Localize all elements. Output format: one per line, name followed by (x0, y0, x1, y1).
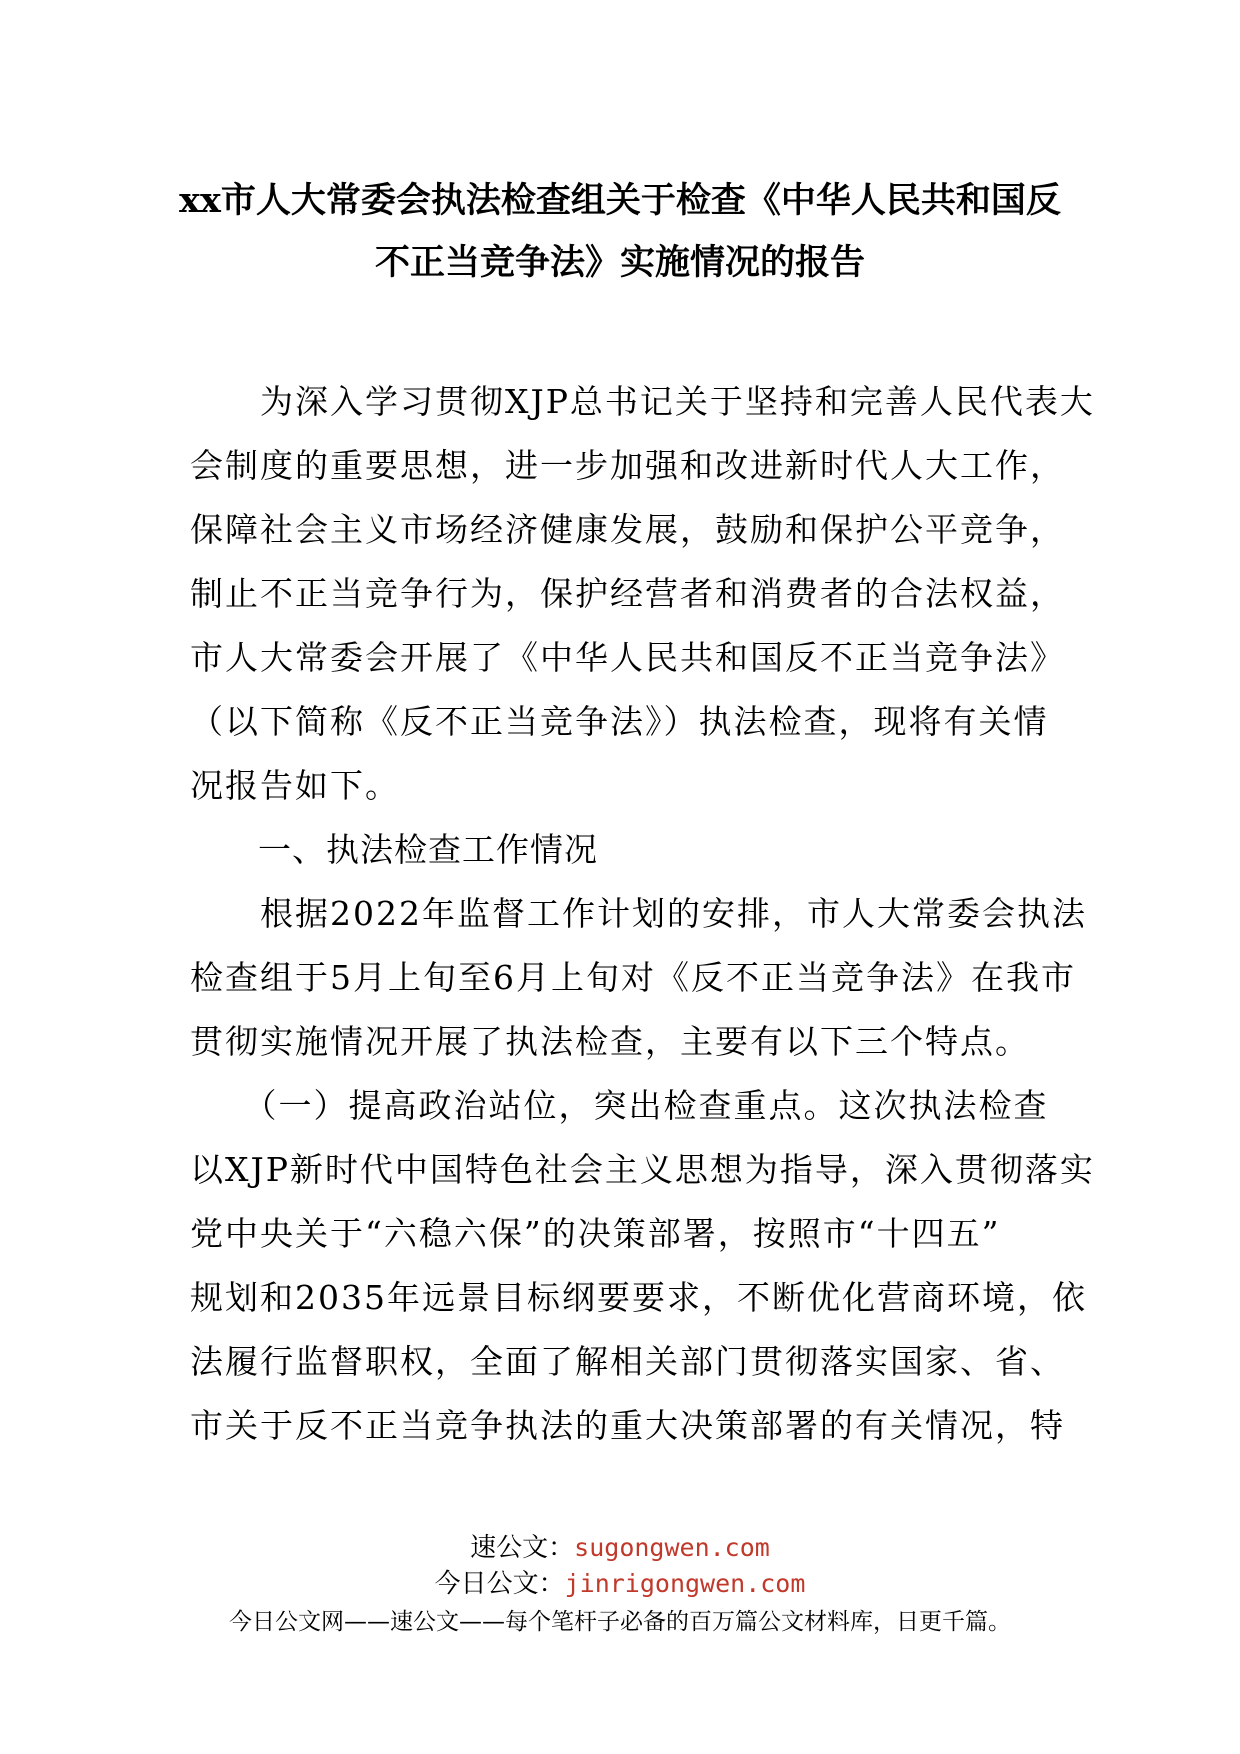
body-line: 党中央关于“六稳六保”的决策部署，按照市“十四五” (190, 1214, 1001, 1253)
footer-site-link-1[interactable]: sugongwen.com (574, 1533, 770, 1562)
body-line: 贯彻实施情况开展了执法检查，主要有以下三个特点。 (190, 1022, 1030, 1061)
body-line: 会制度的重要思想，进一步加强和改进新时代人大工作， (190, 446, 1065, 485)
body-line: 规划和2035年远景目标纲要要求，不断优化营商环境，依 (190, 1278, 1087, 1317)
body-line: （一）提高政治站位，突出检查重点。这次执法检查 (190, 1086, 1049, 1125)
body-line: 法履行监督职权，全面了解相关部门贯彻落实国家、省、 (190, 1342, 1065, 1381)
document-title (160, 170, 1080, 294)
body-line: 制止不正当竞争行为，保护经营者和消费者的合法权益， (190, 574, 1065, 613)
body-line: 市关于反不正当竞争执法的重大决策部署的有关情况，特 (190, 1406, 1065, 1445)
body-line: 市人大常委会开展了《中华人民共和国反不正当竞争法》 (190, 638, 1065, 677)
title-line-1: xx市人大常委会执法检查组关于检查《中华人民共和国反 (179, 180, 1061, 221)
body-line: 况报告如下。 (190, 766, 400, 805)
body-line: 保障社会主义市场经济健康发展，鼓励和保护公平竞争， (190, 510, 1065, 549)
footer-site-link-2[interactable]: jinrigongwen.com (564, 1569, 806, 1598)
body-line: 检查组于5月上旬至6月上旬对《反不正当竞争法》在我市 (190, 958, 1076, 997)
page-footer (0, 1530, 1240, 1640)
section-heading-1: 一、执法检查工作情况 (190, 830, 598, 869)
footer-slogan: 今日公文网——速公文——每个笔杆子必备的百万篇公文材料库，日更千篇。 (229, 1609, 1011, 1635)
body-line: 为深入学习贯彻XJP总书记关于坚持和完善人民代表大 (190, 382, 1095, 421)
body-line: 根据2022年监督工作计划的安排，市人大常委会执法 (190, 894, 1087, 933)
footer-site-line-1 (0, 1530, 1240, 1566)
footer-site-label-2: 今日公文： (434, 1569, 565, 1599)
title-line-2: 不正当竞争法》实施情况的报告 (374, 242, 865, 283)
body-line: 以XJP新时代中国特色社会主义思想为指导，深入贯彻落实 (190, 1150, 1095, 1189)
footer-site-label-1: 速公文： (470, 1533, 575, 1563)
document-body (190, 370, 1095, 1458)
footer-site-line-2 (0, 1566, 1240, 1602)
body-line: （以下简称《反不正当竞争法》）执法检查，现将有关情 (190, 702, 1049, 741)
